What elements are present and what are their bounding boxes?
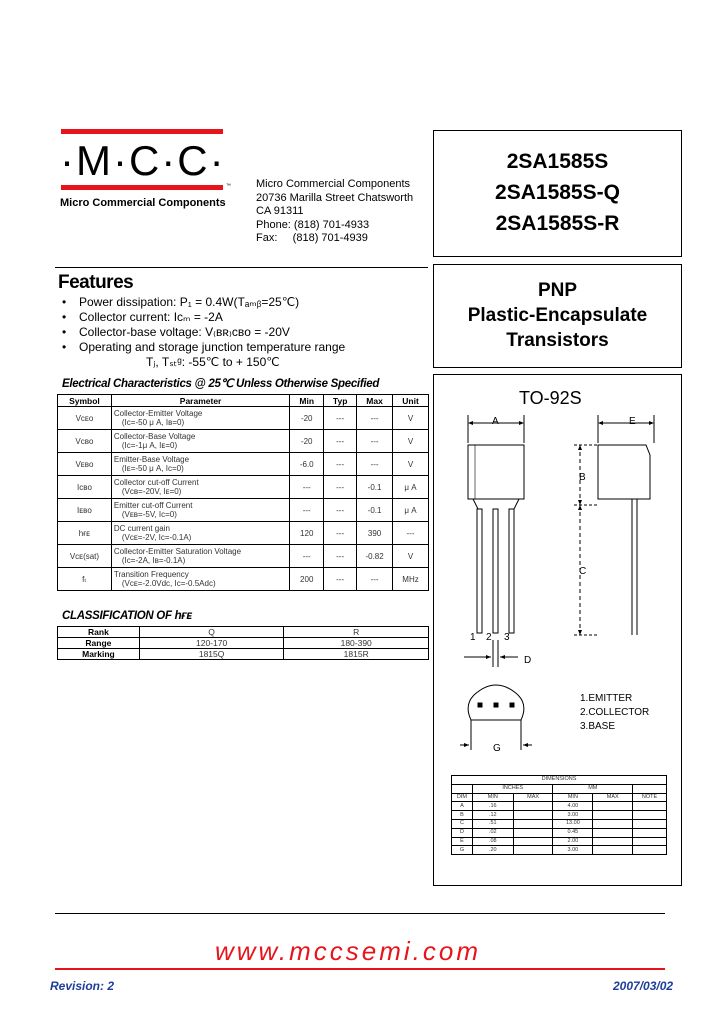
header-cell: Typ — [324, 395, 357, 407]
address-company: Micro Commercial Components — [256, 178, 411, 190]
cell — [593, 819, 633, 828]
unit-cell: μ A — [393, 499, 429, 522]
table-row — [452, 819, 667, 828]
logo-subtitle: Micro Commercial Components — [60, 197, 226, 209]
footer-red-rule — [55, 968, 665, 970]
cell — [633, 837, 667, 846]
symbol-cell: Iᴄʙᴏ — [58, 476, 112, 499]
dim-label-d: D — [524, 655, 532, 666]
typ-cell: --- — [324, 545, 357, 568]
cell — [593, 802, 633, 811]
electrical-title: Electrical Characteristics @ 25℃ Unless Otherwise Specified — [62, 378, 380, 390]
header-cell: MIN — [472, 793, 513, 802]
pin-emitter: 1.EMITTER — [580, 693, 633, 704]
table-row — [452, 802, 667, 811]
feature-item: • Operating and storage junction temperature range — [62, 340, 346, 354]
max-cell: --- — [357, 430, 393, 453]
parameter-cell: Emitter-Base Voltage (Iᴇ=-50 μ A, Iᴄ=0) — [111, 453, 289, 476]
feature-item: • Collector current: Iᴄₘ = -2A — [62, 310, 223, 324]
rank-label: Rank — [58, 627, 140, 638]
header-cell: NOTE — [633, 793, 667, 802]
pin-base: 3.BASE — [580, 721, 616, 732]
package-name: TO-92S — [519, 388, 582, 408]
footer-rule — [55, 913, 665, 914]
header-cell: Max — [357, 395, 393, 407]
header-cell: Min — [290, 395, 324, 407]
table-row — [58, 522, 429, 545]
logo-bottom-bar — [61, 185, 223, 190]
min-cell: -6.0 — [290, 453, 324, 476]
cell: C — [452, 819, 473, 828]
features-list — [62, 295, 345, 370]
unit-cell: μ A — [393, 476, 429, 499]
cell — [593, 811, 633, 820]
cell — [513, 819, 553, 828]
min-cell: --- — [290, 499, 324, 522]
cell: 2.00 — [553, 837, 593, 846]
min-cell: --- — [290, 476, 324, 499]
table-row — [58, 627, 429, 638]
parameter-cell: Collector-Base Voltage (Iᴄ=-1μ A, Iᴇ=0) — [111, 430, 289, 453]
dimensions-title: DIMENSIONS — [452, 776, 667, 785]
max-cell: -0.1 — [357, 499, 393, 522]
header-cell: MIN — [553, 793, 593, 802]
cell — [452, 784, 473, 793]
table-header-row — [452, 793, 667, 802]
description-line: Transistors — [506, 330, 609, 351]
company-address — [256, 178, 413, 246]
symbol-cell: fₜ — [58, 568, 112, 591]
header-cell: MAX — [593, 793, 633, 802]
description-box — [433, 264, 682, 368]
cell: B — [452, 811, 473, 820]
date: 2007/03/02 — [613, 979, 674, 993]
unit-cell: V — [393, 407, 429, 430]
unit-cell: --- — [393, 522, 429, 545]
cell: 13.00 — [553, 819, 593, 828]
table-row — [452, 811, 667, 820]
part-number-box — [433, 130, 682, 257]
cell: .08 — [472, 837, 513, 846]
table-row — [58, 476, 429, 499]
table-row — [58, 649, 429, 660]
trademark-symbol: ™ — [226, 183, 231, 189]
electrical-table — [57, 394, 429, 591]
cell: .12 — [472, 811, 513, 820]
table-header-row — [58, 395, 429, 407]
feature-temp-range: Tⱼ, Tₛₜᵍ: -55℃ to + 150℃ — [146, 355, 280, 369]
symbol-cell: Iᴇʙᴏ — [58, 499, 112, 522]
table-row — [452, 837, 667, 846]
cell — [513, 846, 553, 855]
cell: 4.00 — [553, 802, 593, 811]
min-cell: 200 — [290, 568, 324, 591]
classification-table — [57, 626, 429, 660]
cell: 3.00 — [553, 846, 593, 855]
header-cell: Parameter — [111, 395, 289, 407]
typ-cell: --- — [324, 407, 357, 430]
cell — [593, 837, 633, 846]
cell: .16 — [472, 802, 513, 811]
table-row — [452, 784, 667, 793]
table-row — [58, 407, 429, 430]
features-rule — [55, 267, 428, 268]
table-row — [452, 828, 667, 837]
min-cell: -20 — [290, 407, 324, 430]
min-cell: --- — [290, 545, 324, 568]
dim-label-c: C — [579, 566, 587, 577]
typ-cell: --- — [324, 476, 357, 499]
cell: .20 — [472, 846, 513, 855]
cell: G — [452, 846, 473, 855]
dim-label-a: A — [492, 416, 499, 427]
table-row — [452, 846, 667, 855]
cell: 120-170 — [139, 638, 284, 649]
symbol-cell: Vᴄʙᴏ — [58, 430, 112, 453]
max-cell: -0.1 — [357, 476, 393, 499]
part-number: 2SA1585S — [506, 150, 609, 173]
address-fax: Fax: (818) 701-4939 — [256, 232, 368, 245]
table-row — [58, 545, 429, 568]
cell — [513, 837, 553, 846]
max-cell: --- — [357, 453, 393, 476]
dim-label-g: G — [493, 743, 501, 754]
parameter-cell: Collector cut-off Current (Vᴄʙ=-20V, Iᴇ=0) — [111, 476, 289, 499]
part-number: 2SA1585S-R — [495, 212, 620, 235]
symbol-cell: Vᴄᴇᴏ — [58, 407, 112, 430]
typ-cell: --- — [324, 430, 357, 453]
cell — [593, 846, 633, 855]
max-cell: -0.82 — [357, 545, 393, 568]
cell — [513, 828, 553, 837]
logo: ·M·C·C· — [60, 137, 226, 184]
symbol-cell: Vᴇʙᴏ — [58, 453, 112, 476]
parameter-cell: Collector-Emitter Voltage (Iᴄ=-50 μ A, Iʙ=0) — [111, 407, 289, 430]
max-cell: 390 — [357, 522, 393, 545]
pin-number-3: 3 — [504, 632, 510, 643]
cell — [633, 802, 667, 811]
parameter-cell: DC current gain (Vᴄᴇ=-2V, Iᴄ=-0.1A) — [111, 522, 289, 545]
cell: 1815Q — [139, 649, 284, 660]
header-cell: Unit — [393, 395, 429, 407]
cell: 180-390 — [284, 638, 429, 649]
unit-cell: V — [393, 545, 429, 568]
unit-cell: V — [393, 430, 429, 453]
address-city: CA 91311 — [256, 205, 304, 218]
cell — [633, 828, 667, 837]
header-cell: MAX — [513, 793, 553, 802]
typ-cell: --- — [324, 499, 357, 522]
cell — [633, 811, 667, 820]
table-row — [58, 638, 429, 649]
website-link[interactable]: www.mccsemi.com — [215, 936, 482, 966]
parameter-cell: Emitter cut-off Current (Vᴇʙ=-5V, Iᴄ=0) — [111, 499, 289, 522]
cell: R — [284, 627, 429, 638]
description-line: PNP — [537, 280, 578, 301]
cell: 1815R — [284, 649, 429, 660]
header-cell: Symbol — [58, 395, 112, 407]
dim-label-b: B — [579, 472, 586, 483]
classification-title: CLASSIFICATION OF hғᴇ — [62, 610, 192, 622]
cell: .51 — [472, 819, 513, 828]
feature-item: • Power dissipation: P₁ = 0.4W(Tₐₘᵦ=25℃) — [62, 295, 300, 309]
table-row — [58, 568, 429, 591]
table-row — [58, 430, 429, 453]
cell — [633, 846, 667, 855]
address-street: 20736 Marilla Street Chatsworth — [256, 191, 414, 204]
pin-collector: 2.COLLECTOR — [580, 707, 650, 718]
min-cell: 120 — [290, 522, 324, 545]
part-number: 2SA1585S-Q — [495, 181, 620, 204]
marking-label: Marking — [58, 649, 140, 660]
unit-cell: MHz — [393, 568, 429, 591]
typ-cell: --- — [324, 453, 357, 476]
header-cell: DIM — [452, 793, 473, 802]
address-phone: Phone: (818) 701-4933 — [256, 218, 370, 231]
max-cell: --- — [357, 407, 393, 430]
typ-cell: --- — [324, 568, 357, 591]
inches-header: INCHES — [472, 784, 553, 793]
typ-cell: --- — [324, 522, 357, 545]
revision: Revision: 2 — [50, 979, 115, 993]
parameter-cell: Transition Frequency (Vᴄᴇ=-2.0Vdc, Iᴄ=-0.5Adc) — [111, 568, 289, 591]
cell — [633, 819, 667, 828]
min-cell: -20 — [290, 430, 324, 453]
pin-number-1: 1 — [470, 632, 476, 643]
pin-list — [580, 692, 649, 734]
table-row — [58, 499, 429, 522]
cell — [513, 811, 553, 820]
description-line: Plastic-Encapsulate — [467, 305, 648, 326]
cell: 3.00 — [553, 811, 593, 820]
feature-item: • Collector-base voltage: V₍ʙʀ₎ᴄʙᴏ = -20V — [62, 325, 290, 339]
cell: 0.45 — [553, 828, 593, 837]
table-row — [452, 776, 667, 785]
dimensions-table — [451, 775, 667, 855]
cell — [593, 828, 633, 837]
dim-label-e: E — [629, 416, 636, 427]
symbol-cell: Vᴄᴇ(sat) — [58, 545, 112, 568]
table-row — [58, 453, 429, 476]
logo-top-bar — [61, 129, 223, 134]
range-label: Range — [58, 638, 140, 649]
cell — [513, 802, 553, 811]
cell — [633, 784, 667, 793]
parameter-cell: Collector-Emitter Saturation Voltage (Iᴄ=-2A, Iʙ=-0.1A) — [111, 545, 289, 568]
pin-number-2: 2 — [486, 632, 492, 643]
cell: A — [452, 802, 473, 811]
cell: Q — [139, 627, 284, 638]
cell: .02 — [472, 828, 513, 837]
unit-cell: V — [393, 453, 429, 476]
symbol-cell: hғᴇ — [58, 522, 112, 545]
max-cell: --- — [357, 568, 393, 591]
cell: D — [452, 828, 473, 837]
features-title: Features — [58, 272, 134, 293]
mm-header: MM — [553, 784, 633, 793]
cell: E — [452, 837, 473, 846]
